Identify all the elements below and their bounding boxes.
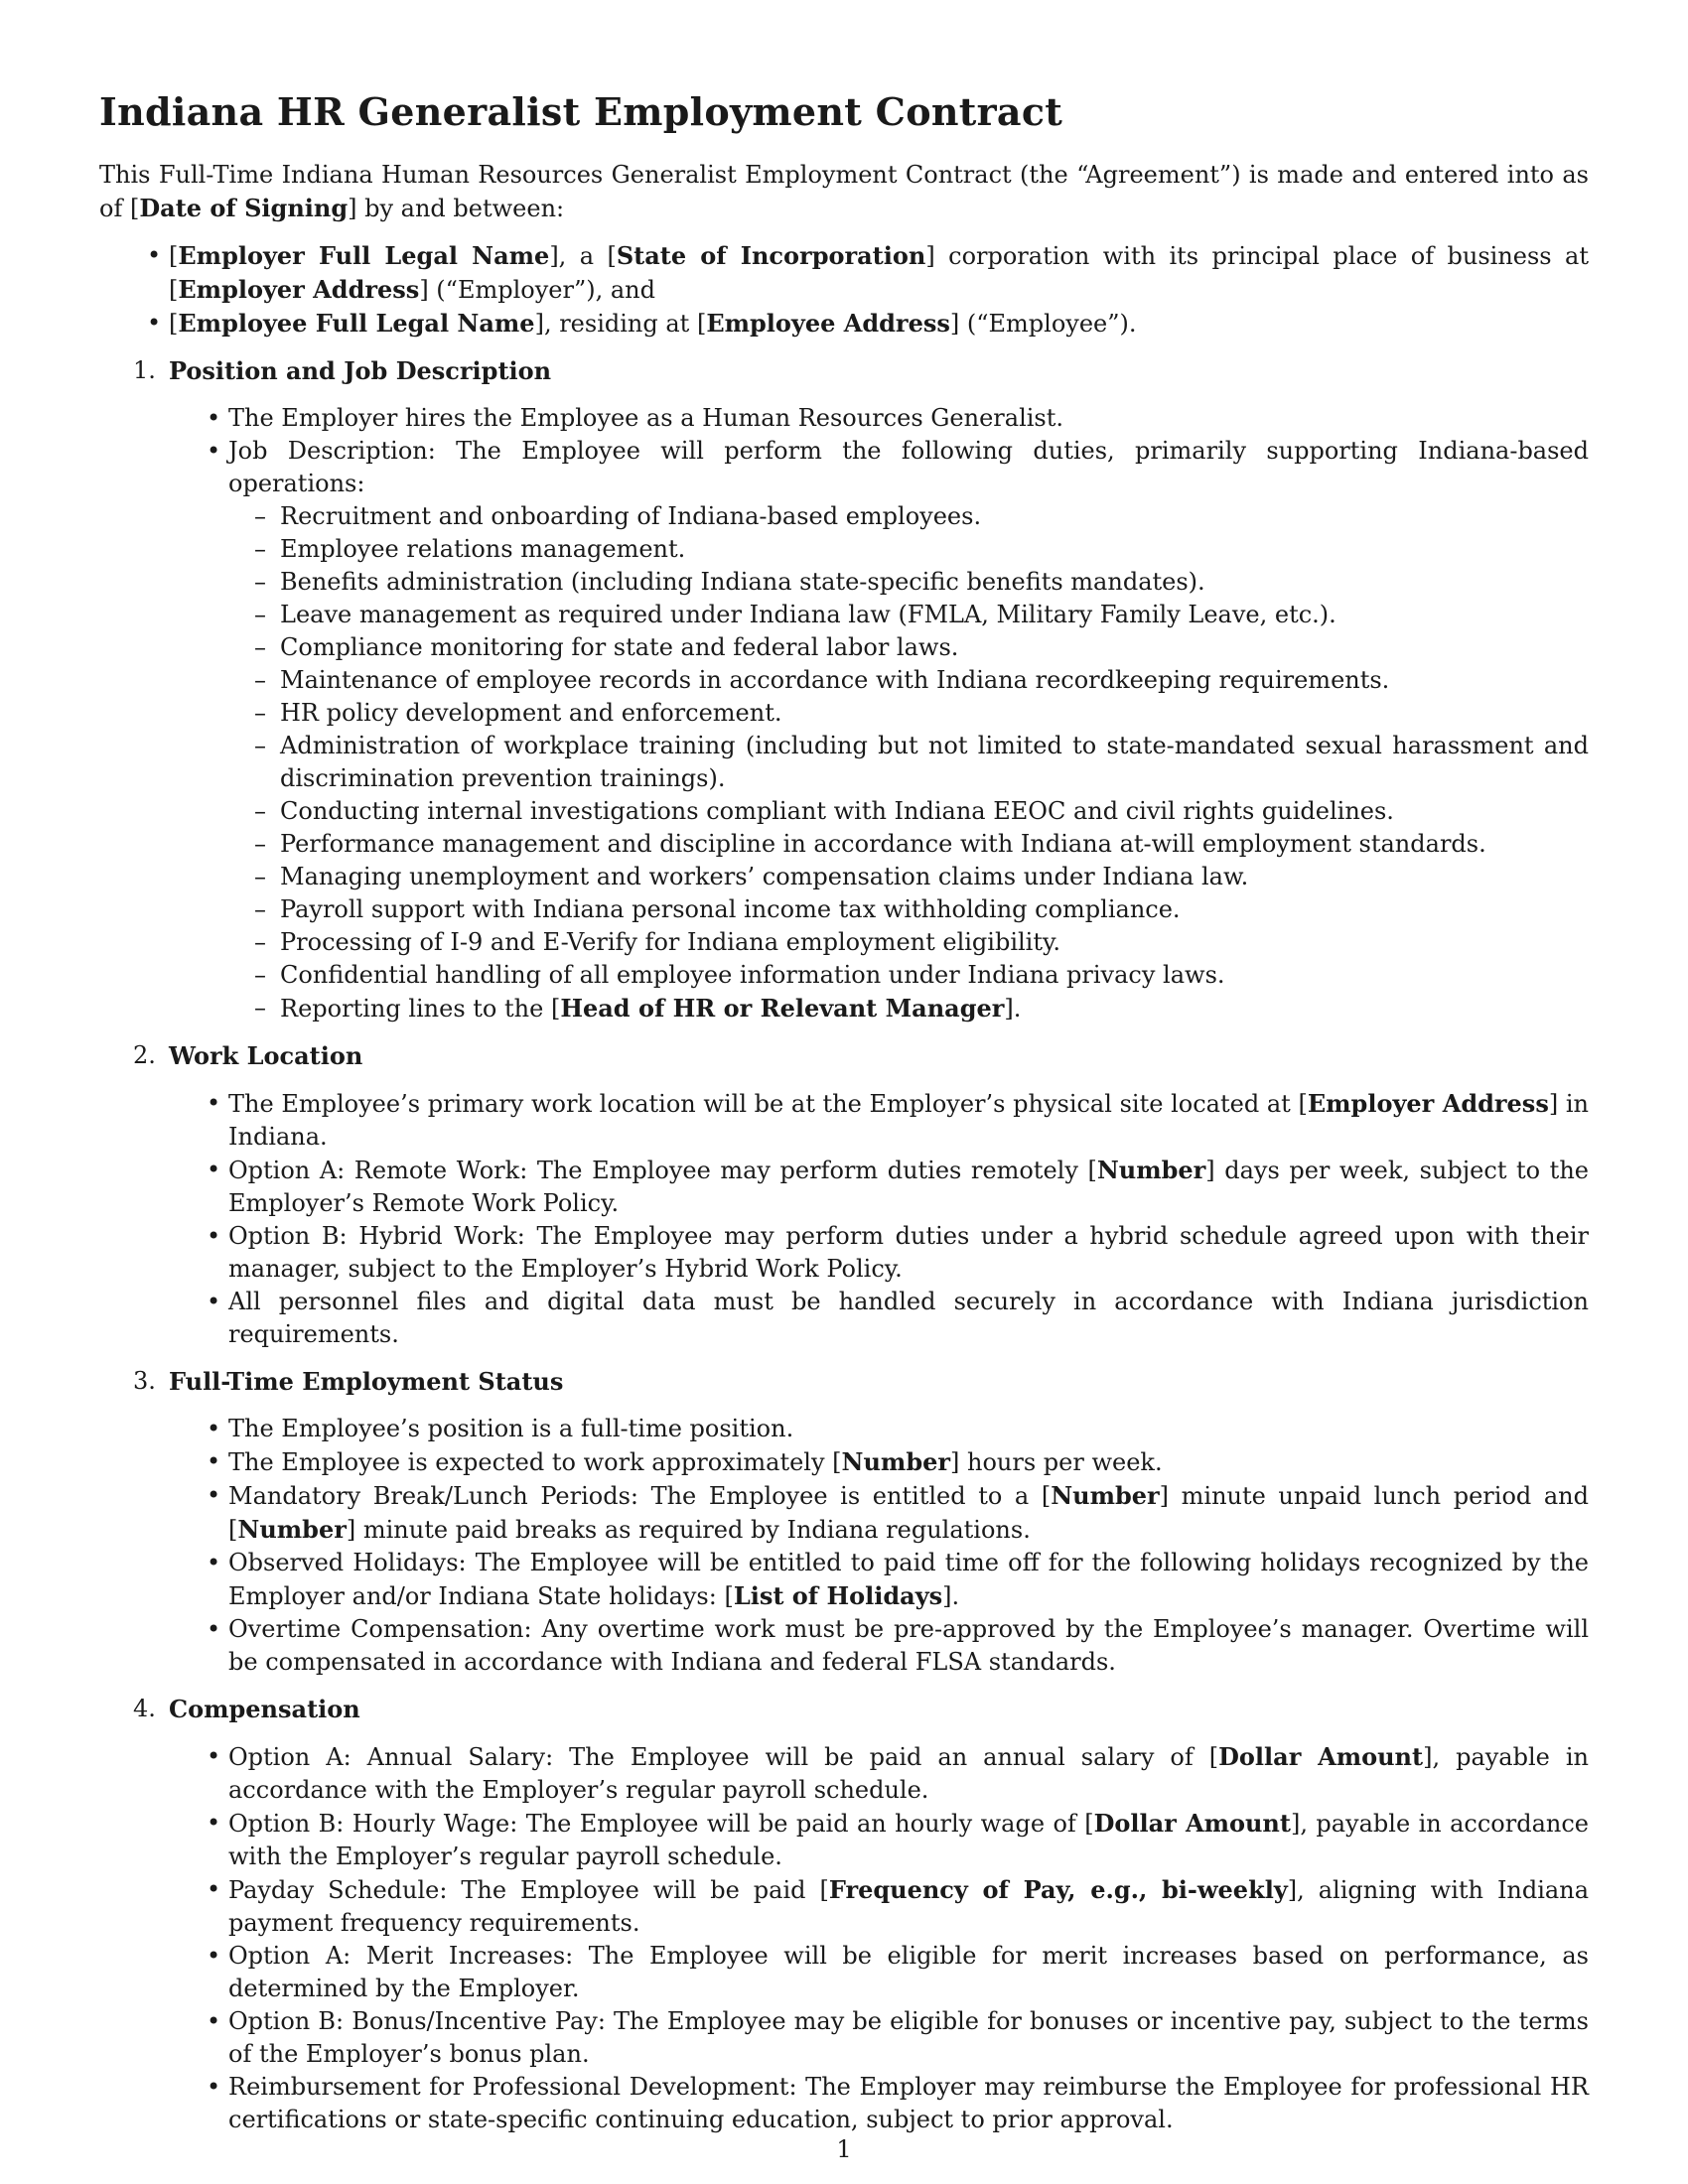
party-text: ] (“Employer”), and: [419, 276, 655, 304]
list-item: • The Employee’s position is a full-time position.: [228, 1413, 1589, 1445]
section-position: [99, 354, 1589, 1025]
sections-list: [99, 354, 1589, 2136]
duty-item: – Compliance monitoring for state and federal labor laws.: [280, 631, 1589, 664]
section-title: Work Location: [169, 1041, 363, 1070]
number-placeholder: Number: [841, 1447, 951, 1476]
duty-item: – Employee relations management.: [280, 533, 1589, 566]
section-number: 2.: [133, 1041, 156, 1069]
section-bullets: [169, 402, 1589, 1025]
section-title: Position and Job Description: [169, 356, 552, 385]
item-text: ], payable in accordance with the Employer’s regular payroll schedule.: [228, 1810, 1589, 1870]
list-item: [228, 1445, 1589, 1479]
section-work-location: [99, 1039, 1589, 1351]
list-item: [228, 1087, 1589, 1154]
item-text: ] in Indiana.: [228, 1090, 1590, 1151]
duty-item: – Benefits administration (including Indiana state-specific benefits mandates).: [280, 566, 1589, 599]
item-text: The Employee’s primary work location will be at the Employer’s physical site located at [: [228, 1090, 1308, 1118]
dollar-placeholder: Dollar Amount: [1218, 1742, 1424, 1771]
item-text: Observed Holidays: The Employee will be entitled to paid time off for the following holidays recognized by the Employer and/or Indiana State holidays: [: [228, 1549, 1589, 1610]
number-placeholder: Number: [1096, 1156, 1206, 1184]
contract-page: [99, 87, 1589, 2150]
item-text: ] minute unpaid lunch period and [: [228, 1482, 1589, 1544]
intro-text-end: ] by and between:: [348, 195, 565, 222]
reporting-text: Reporting lines to the [: [280, 995, 561, 1023]
section-title: Compensation: [169, 1695, 360, 1723]
duty-item: – Managing unemployment and workers’ compensation claims under Indiana law.: [280, 861, 1589, 893]
employee-address-placeholder: Employee Address: [706, 309, 950, 338]
list-item: [228, 435, 1589, 1025]
item-text: Option A: Annual Salary: The Employee will be paid an annual salary of [: [228, 1743, 1219, 1771]
item-text: Payday Schedule: The Employee will be paid [: [228, 1876, 829, 1904]
list-item: [228, 1873, 1589, 1940]
employee-name-placeholder: Employee Full Legal Name: [178, 309, 535, 338]
holidays-placeholder: List of Holidays: [733, 1581, 943, 1610]
document-title: Indiana HR Generalist Employment Contract: [99, 89, 1063, 134]
duty-item: – Payroll support with Indiana personal income tax withholding compliance.: [280, 893, 1589, 926]
employer-address-placeholder: Employer Address: [178, 275, 420, 304]
section-number: 3.: [133, 1367, 156, 1395]
number-placeholder: Number: [1051, 1481, 1160, 1510]
party-text: ], a [: [549, 242, 617, 270]
list-item: • Option A: Merit Increases: The Employee will be eligible for merit increases based on performance, as determined by the Employer.: [228, 1940, 1589, 2005]
list-item: • Option B: Hybrid Work: The Employee may perform duties under a hybrid schedule agreed upon with their manager, subject to the Employer’s Hybrid Work Policy.: [228, 1220, 1589, 1286]
list-item: • Overtime Compensation: Any overtime work must be pre-approved by the Employee’s manager. Overtime will be compensated in accordance with Indiana and federal FLSA standards.: [228, 1613, 1589, 1679]
party-employee: • [Employee Full Legal Name], residing at [Employee Address] (“Employee”).: [169, 307, 1589, 341]
duty-item: – Administration of workplace training (including but not limited to state-mandated sexual harassment and discrimination prevention trainings).: [280, 730, 1589, 795]
list-item: • All personnel files and digital data must be handled securely in accordance with Indiana jurisdiction requirements.: [228, 1286, 1589, 1351]
frequency-placeholder: Frequency of Pay, e.g., bi-weekly: [828, 1875, 1288, 1904]
job-description-label: Job Description: The Employee will perform the following duties, primarily supporting Indiana-based operations:: [228, 437, 1589, 497]
parties-list: [99, 239, 1589, 341]
state-placeholder: State of Incorporation: [616, 241, 926, 270]
page-number: 1: [836, 2135, 852, 2163]
duty-item: – HR policy development and enforcement.: [280, 697, 1589, 730]
party-employer: • [Employer Full Legal Name], a [State of Incorporation] corporation with its principal place of business at [Employer Address] (“Employer”), and: [169, 239, 1589, 307]
item-text: Option A: Remote Work: The Employee may perform duties remotely [: [228, 1157, 1097, 1184]
duty-item: [280, 992, 1589, 1025]
section-bullets: [169, 1087, 1589, 1351]
intro-paragraph: [99, 159, 1589, 225]
reporting-text-end: ].: [1004, 995, 1022, 1023]
section-number: 4.: [133, 1695, 156, 1722]
section-compensation: [99, 1693, 1589, 2136]
manager-placeholder: Head of HR or Relevant Manager: [560, 994, 1005, 1023]
party-text: ] (“Employee”).: [949, 310, 1137, 338]
list-item: [228, 1740, 1589, 1807]
section-title: Full-Time Employment Status: [169, 1367, 564, 1396]
duty-item: – Maintenance of employee records in accordance with Indiana recordkeeping requirements.: [280, 664, 1589, 697]
item-text: Option B: Hourly Wage: The Employee will be paid an hourly wage of [: [228, 1810, 1094, 1838]
section-number: 1.: [133, 356, 156, 384]
item-text: The Employee is expected to work approximately [: [228, 1448, 842, 1476]
list-item: [228, 1807, 1589, 1873]
section-bullets: [169, 1413, 1589, 1679]
duty-item: – Conducting internal investigations compliant with Indiana EEOC and civil rights guidelines.: [280, 795, 1589, 828]
section-employment-status: [99, 1365, 1589, 1679]
list-item: [228, 1154, 1589, 1220]
item-text: ] days per week, subject to the Employer’s Remote Work Policy.: [228, 1157, 1589, 1217]
item-text: ], payable in accordance with the Employer’s regular payroll schedule.: [228, 1743, 1589, 1804]
duty-item: – Confidential handling of all employee information under Indiana privacy laws.: [280, 959, 1589, 992]
list-item: • Option B: Bonus/Incentive Pay: The Employee may be eligible for bonuses or incentive pay, subject to the terms of the Employer’s bonus plan.: [228, 2005, 1589, 2071]
list-item: • The Employer hires the Employee as a Human Resources Generalist.: [228, 402, 1589, 435]
address-placeholder: Employer Address: [1307, 1089, 1549, 1118]
list-item: • Reimbursement for Professional Development: The Employer may reimburse the Employee for professional HR certifications or state-specific continuing education, subject to prior approval.: [228, 2071, 1589, 2136]
section-bullets: [169, 1740, 1589, 2136]
duty-item: – Performance management and discipline in accordance with Indiana at-will employment standards.: [280, 828, 1589, 861]
item-text: ], aligning with Indiana payment frequency requirements.: [228, 1876, 1589, 1937]
employer-name-placeholder: Employer Full Legal Name: [178, 241, 550, 270]
number-placeholder: Number: [237, 1515, 347, 1544]
party-text: ] corporation with its principal place of business at [: [169, 242, 1589, 304]
dollar-placeholder: Dollar Amount: [1093, 1809, 1291, 1838]
intro-text: This Full-Time Indiana Human Resources Generalist Employment Contract (the “Agreement”) is made and entered into as of [: [99, 161, 1589, 222]
item-text: ] minute paid breaks as required by Indiana regulations.: [346, 1516, 1031, 1544]
list-item: [228, 1547, 1589, 1613]
party-text: ], residing at [: [534, 310, 707, 338]
item-text: ].: [942, 1582, 960, 1610]
duty-item: – Recruitment and onboarding of Indiana-based employees.: [280, 500, 1589, 533]
duties-list: [228, 500, 1589, 1025]
item-text: Mandatory Break/Lunch Periods: The Employee is entitled to a [: [228, 1482, 1052, 1510]
duty-item: – Leave management as required under Indiana law (FMLA, Military Family Leave, etc.).: [280, 599, 1589, 631]
item-text: ] hours per week.: [950, 1448, 1163, 1476]
date-placeholder: Date of Signing: [139, 194, 349, 222]
duty-item: – Processing of I-9 and E-Verify for Indiana employment eligibility.: [280, 926, 1589, 959]
list-item: [228, 1479, 1589, 1547]
